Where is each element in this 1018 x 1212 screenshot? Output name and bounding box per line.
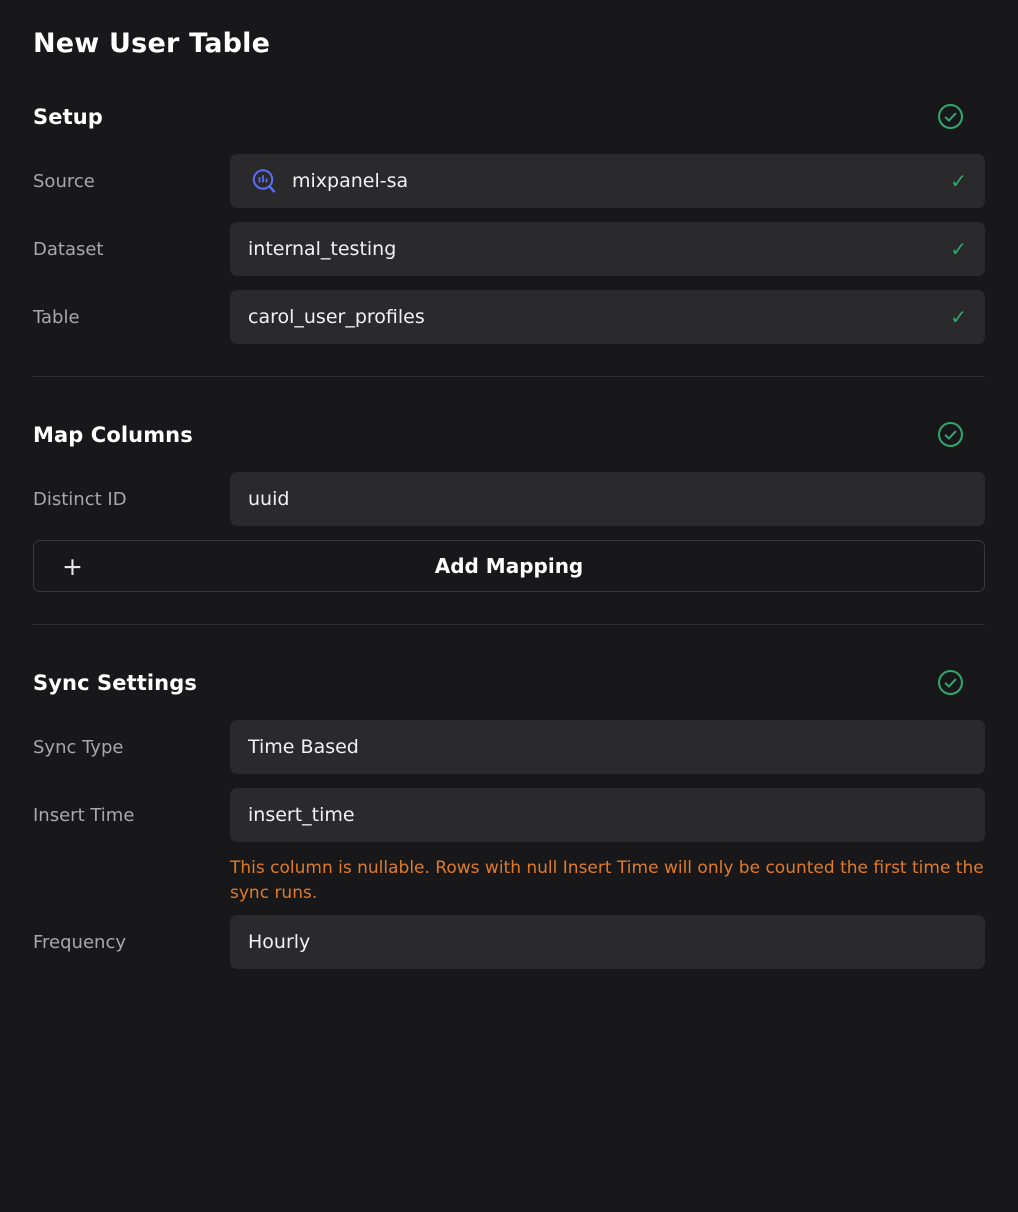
field-label-table: Table [33,306,80,328]
distinct-id-value: uuid [248,488,290,510]
frequency-select[interactable] [230,915,985,969]
field-row-table [33,290,985,344]
field-label-frequency: Frequency [33,931,126,953]
field-row-dataset [33,222,985,276]
insert-time-warning: This column is nullable. Rows with null Insert Time will only be counted the first time the sync runs. [230,858,984,903]
sync-settings-fields [33,720,985,969]
checkmark-icon-source: ✓ [950,169,967,193]
field-row-insert-time [33,788,985,842]
section-header-map-columns [33,421,985,448]
add-mapping-button[interactable] [33,540,985,592]
divider-map-columns [33,624,985,625]
section-header-setup [33,103,985,130]
page-title: New User Table [33,28,271,59]
table-select[interactable] [230,290,985,344]
source-value: mixpanel-sa [292,170,409,192]
divider-setup [33,376,985,377]
field-label-sync-type: Sync Type [33,736,124,758]
source-select[interactable] [230,154,985,208]
mixpanel-icon [248,166,278,196]
distinct-id-select[interactable] [230,472,985,526]
dataset-select[interactable] [230,222,985,276]
check-circle-icon-map-columns [937,421,964,448]
add-mapping-label: Add Mapping [434,554,584,578]
section-header-sync-settings [33,669,985,696]
check-circle-icon-sync-settings [937,669,964,696]
field-row-sync-type [33,720,985,774]
checkmark-icon-table: ✓ [950,305,967,329]
dataset-value: internal_testing [248,238,397,260]
section-title-map-columns: Map Columns [33,422,193,447]
sync-type-value: Time Based [248,736,359,758]
field-row-source [33,154,985,208]
plus-icon: + [62,551,83,581]
table-value: carol_user_profiles [248,306,425,328]
frequency-value: Hourly [248,931,311,954]
insert-time-select[interactable] [230,788,985,842]
field-row-distinct-id [33,472,985,526]
checkmark-icon-dataset: ✓ [950,237,967,261]
insert-time-value: insert_time [248,804,355,826]
setup-fields [33,154,985,344]
field-label-source: Source [33,170,95,192]
map-columns-fields [33,472,985,592]
section-title-setup: Setup [33,104,103,129]
field-label-distinct-id: Distinct ID [33,488,127,510]
field-row-frequency [33,915,985,969]
sync-type-select[interactable] [230,720,985,774]
field-label-insert-time: Insert Time [33,804,135,826]
field-label-dataset: Dataset [33,238,104,260]
section-title-sync-settings: Sync Settings [33,670,197,695]
check-circle-icon-setup [937,103,964,130]
